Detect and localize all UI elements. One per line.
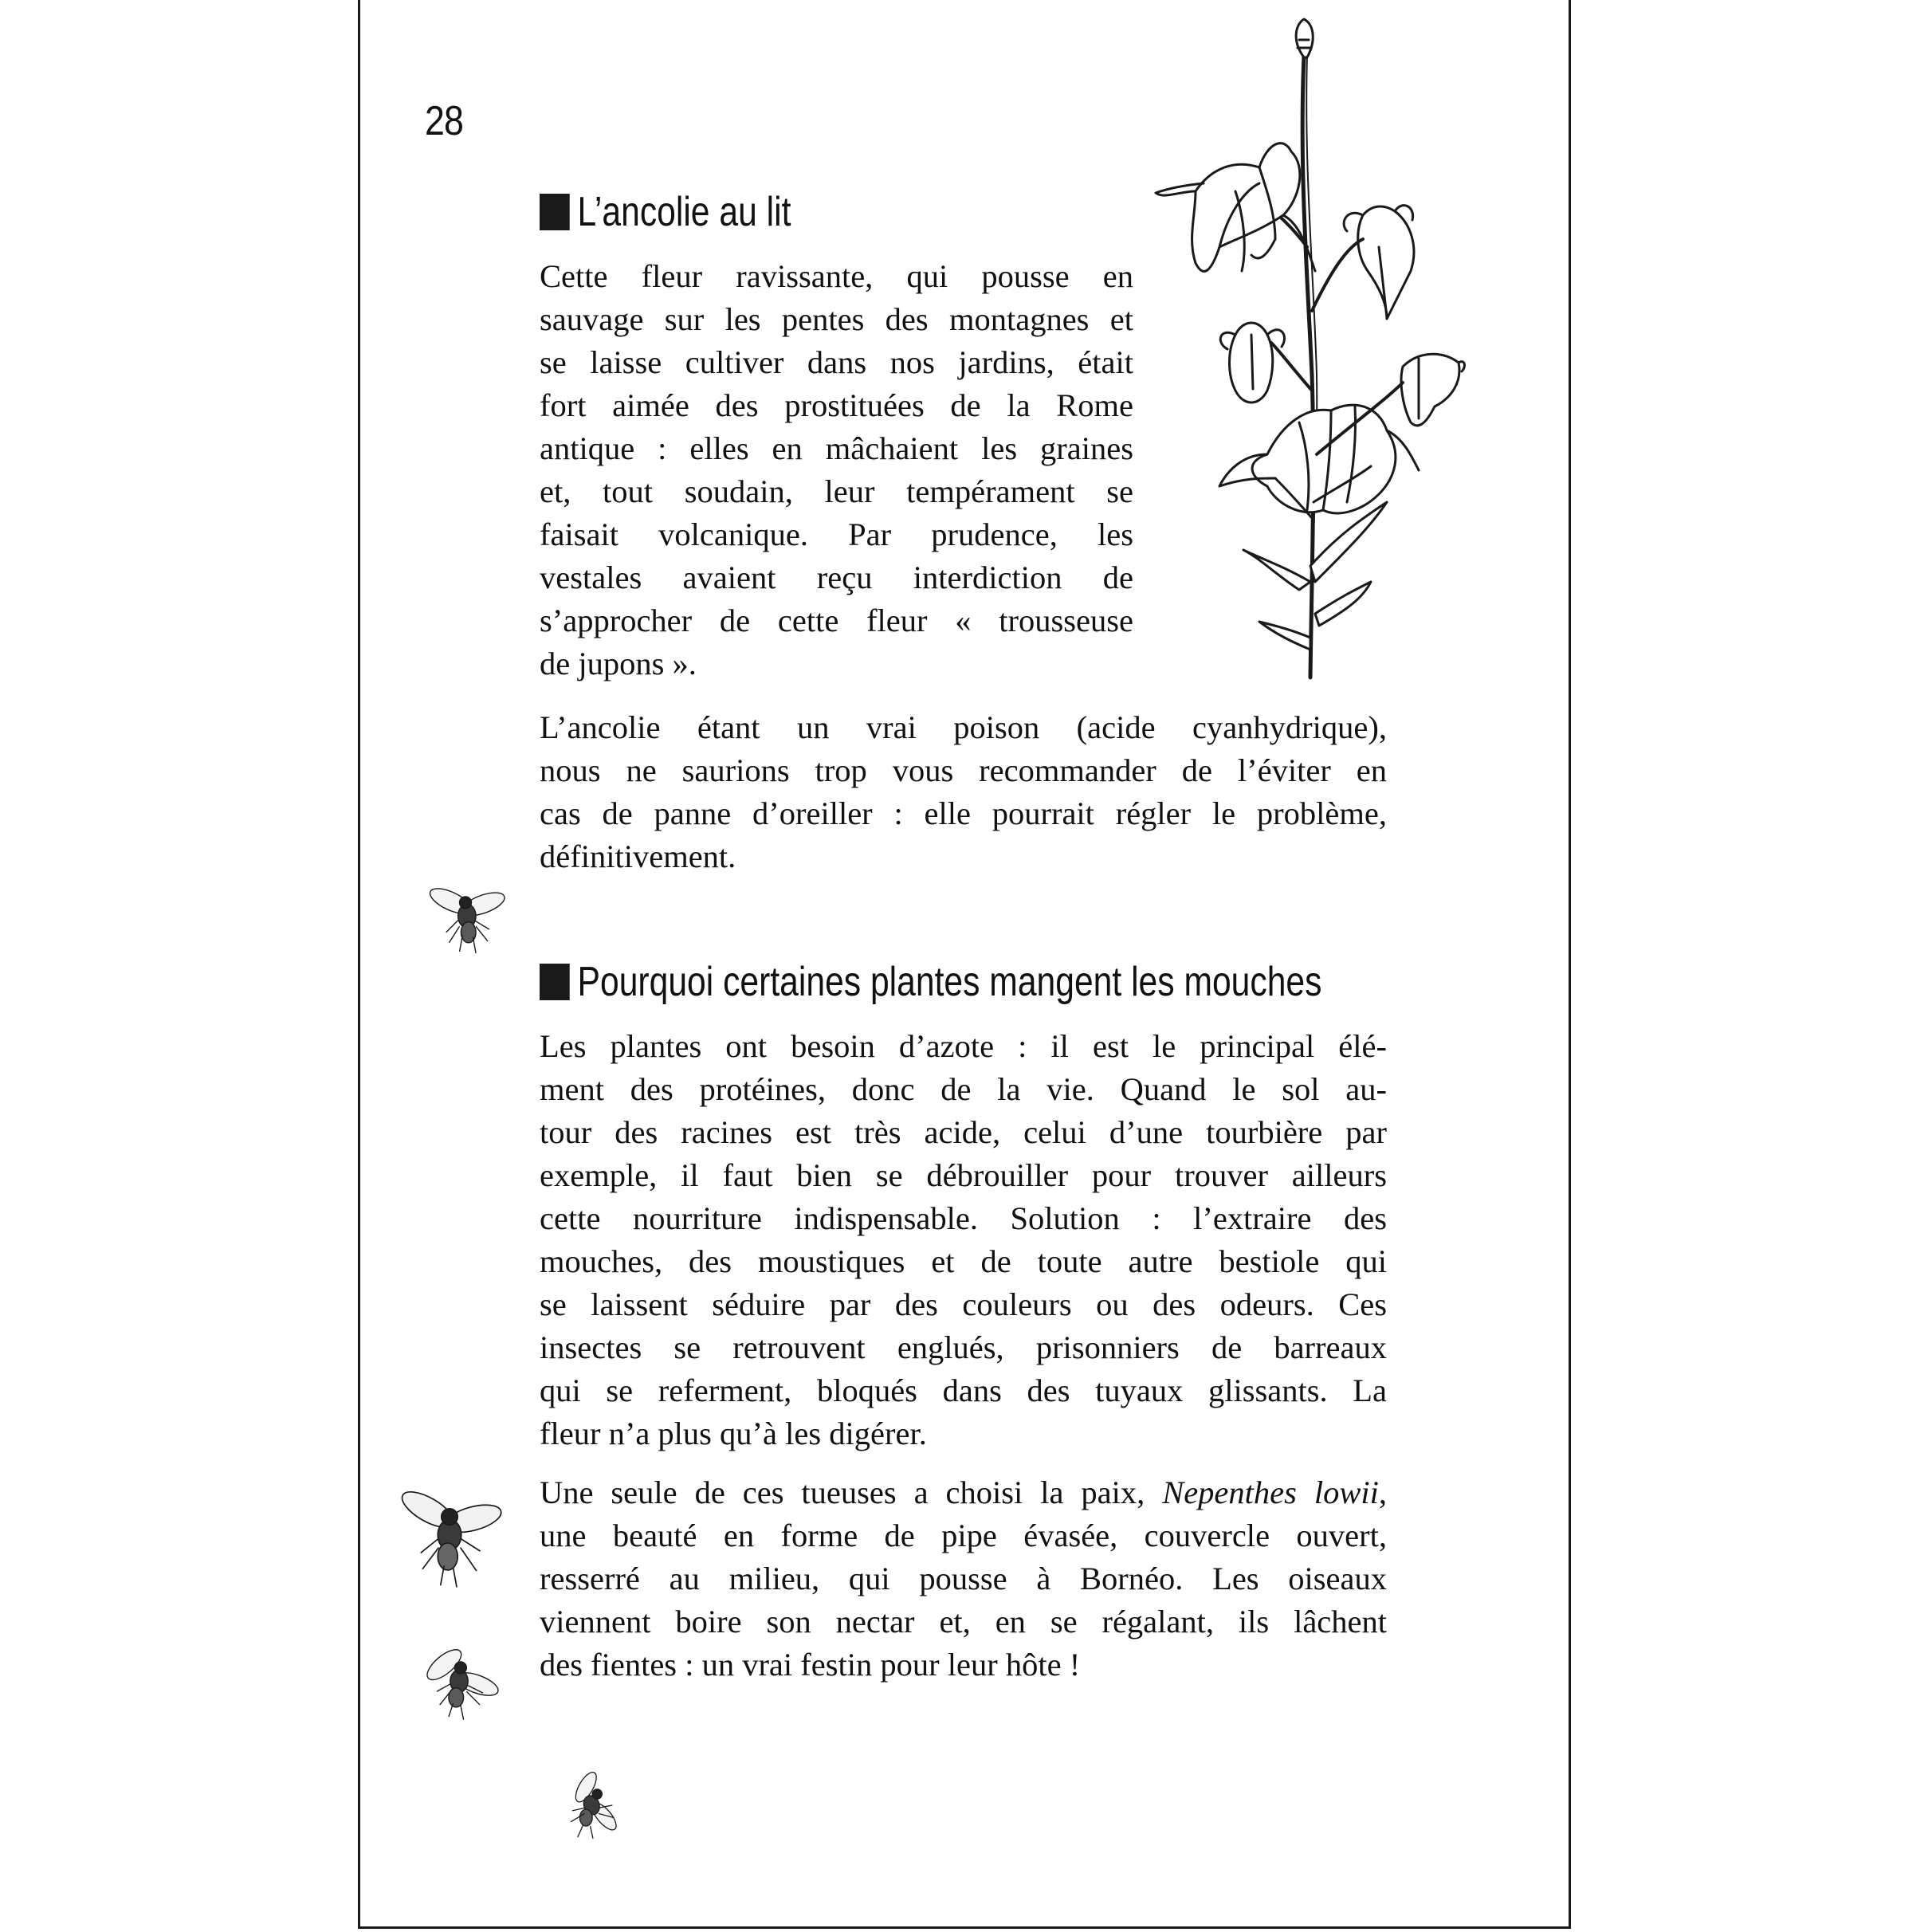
text-line: fort aimée des prostituées de la Rome [540, 387, 1133, 423]
section-heading-text: L’ancolie au lit [577, 189, 791, 235]
heading-square-icon [540, 964, 570, 1000]
page-number: 28 [425, 98, 464, 144]
text-run: Une seule de ces tueuses a choisi la paix, [540, 1475, 1163, 1510]
paragraph-ancolie-intro [540, 255, 1133, 685]
section-heading-text: Pourquoi certaines plantes mangent les mouches [577, 959, 1322, 1005]
text-line: cas de panne d’oreiller : elle pourrait régler le problème, [540, 795, 1387, 831]
fly-illustration [395, 1482, 504, 1591]
text-line: nous ne saurions trop vous recommander de l’éviter en [540, 752, 1387, 788]
text-run: , [1378, 1475, 1387, 1510]
paragraph-azote [540, 1025, 1387, 1455]
columbine-flower-illustration [1148, 8, 1467, 693]
text-line: resserré au milieu, qui pousse à Bornéo. Les oiseaux [540, 1561, 1387, 1596]
text-line: fleur n’a plus qu’à les digérer. [540, 1416, 927, 1451]
text-line: viennent boire son nectar et, en se régalant, ils lâchent [540, 1604, 1387, 1639]
fly-illustration [414, 1642, 504, 1725]
text-line: ment des protéines, donc de la vie. Quand le sol au- [540, 1071, 1387, 1107]
text-line: L’ancolie étant un vrai poison (acide cyanhydrique), [540, 709, 1387, 745]
section-heading-plantes-carnivores [540, 961, 1321, 1003]
text-line: vestales avaient reçu interdiction de [540, 560, 1133, 595]
text-line: se laissent séduire par des couleurs ou des odeurs. Ces [540, 1286, 1387, 1322]
text-line: définitivement. [540, 838, 736, 874]
section-heading-ancolie [540, 191, 791, 233]
paragraph-nepenthes [540, 1471, 1387, 1687]
text-line: insectes se retrouvent englués, prisonniers de barreaux [540, 1329, 1387, 1365]
text-line: Cette fleur ravissante, qui pousse en [540, 258, 1133, 294]
text-line: exemple, il faut bien se débrouiller pour trouver ailleurs [540, 1157, 1387, 1193]
text-line: s’approcher de cette fleur « trousseuse [540, 603, 1133, 638]
text-line: et, tout soudain, leur tempérament se [540, 473, 1133, 509]
text-line [540, 1471, 1387, 1514]
text-line: antique : elles en mâchaient les graines [540, 430, 1133, 466]
italic-species-name: Nepenthes lowii [1162, 1475, 1379, 1510]
paragraph-ancolie-poison [540, 706, 1387, 878]
text-line: des fientes : un vrai festin pour leur hôte ! [540, 1647, 1081, 1683]
text-line: se laisse cultiver dans nos jardins, était [540, 344, 1133, 380]
text-line: sauvage sur les pentes des montagnes et [540, 301, 1133, 337]
text-line: qui se referment, bloqués dans des tuyaux glissants. La [540, 1372, 1387, 1408]
text-line: Les plantes ont besoin d’azote : il est le principal élé- [540, 1028, 1387, 1064]
text-line: faisait volcanique. Par prudence, les [540, 516, 1133, 552]
text-line: cette nourriture indispensable. Solution : l’extraire des [540, 1200, 1387, 1236]
text-line: de jupons ». [540, 646, 697, 681]
text-line: mouches, des moustiques et de toute autre bestiole qui [540, 1243, 1387, 1279]
fly-illustration [421, 877, 510, 960]
text-line: tour des racines est très acide, celui d’une tourbière par [540, 1114, 1387, 1150]
fly-illustration [558, 1766, 628, 1843]
text-line: une beauté en forme de pipe évasée, couvercle ouvert, [540, 1518, 1387, 1553]
heading-square-icon [540, 194, 570, 230]
